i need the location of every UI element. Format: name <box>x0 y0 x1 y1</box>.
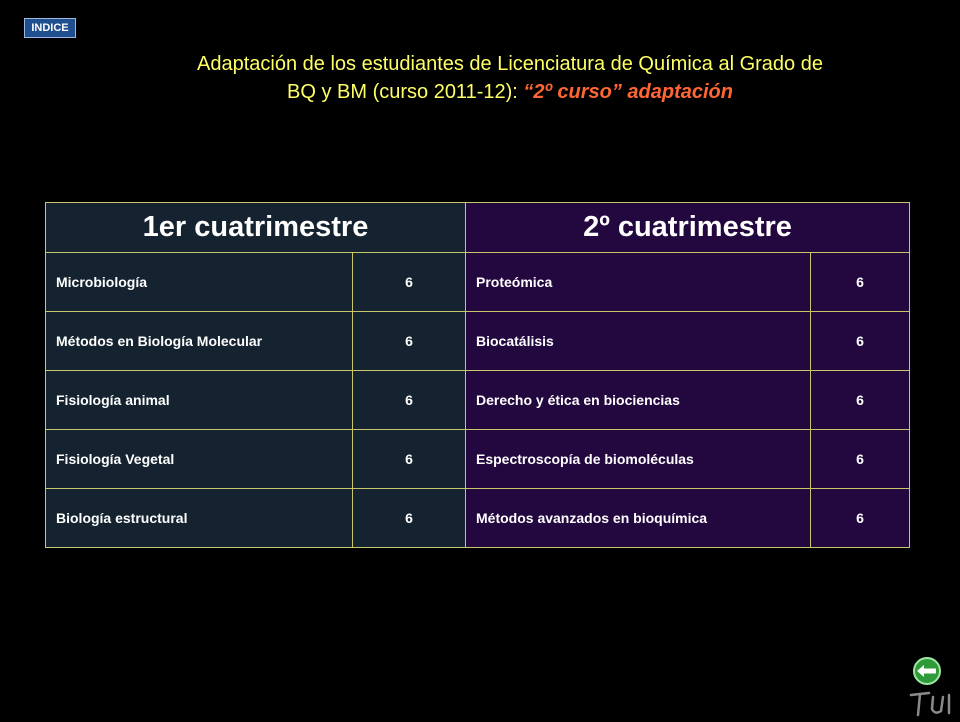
table-row <box>46 312 910 371</box>
sem1-course-name: Métodos en Biología Molecular <box>46 312 353 371</box>
sem2-course-credits: 6 <box>811 312 910 371</box>
sem2-course-credits: 6 <box>811 489 910 548</box>
back-arrow-icon[interactable] <box>914 658 940 684</box>
table-row <box>46 371 910 430</box>
table-row <box>46 489 910 548</box>
sem1-course-credits: 6 <box>353 430 466 489</box>
sem1-course-name: Biología estructural <box>46 489 353 548</box>
sem2-header: 2º cuatrimestre <box>466 203 910 253</box>
table-header-row <box>46 203 910 253</box>
nav-svg <box>905 655 955 717</box>
sem2-course-name: Derecho y ética en biociencias <box>466 371 811 430</box>
title-line-1: Adaptación de los estudiantes de Licenciatura de Química al Grado de <box>197 53 823 75</box>
tu-logo <box>911 693 949 715</box>
sem2-course-name: Proteómica <box>466 253 811 312</box>
title-line-2-prefix: BQ y BM (curso 2011-12): <box>287 81 524 103</box>
sem1-header: 1er cuatrimestre <box>46 203 466 253</box>
sem1-course-credits: 6 <box>353 253 466 312</box>
table-row <box>46 253 910 312</box>
sem2-course-name: Espectroscopía de biomoléculas <box>466 430 811 489</box>
course-table <box>45 202 910 548</box>
title-line-2 <box>120 78 900 106</box>
index-button[interactable]: INDICE <box>24 18 76 38</box>
sem2-course-name: Biocatálisis <box>466 312 811 371</box>
sem2-course-name: Métodos avanzados en bioquímica <box>466 489 811 548</box>
page-title <box>120 50 900 106</box>
table-row <box>46 430 910 489</box>
sem1-course-name: Fisiología animal <box>46 371 353 430</box>
title-line-2-accent: “2º curso” adaptación <box>523 81 733 103</box>
sem1-course-name: Microbiología <box>46 253 353 312</box>
sem2-course-credits: 6 <box>811 430 910 489</box>
sem2-course-credits: 6 <box>811 253 910 312</box>
sem2-course-credits: 6 <box>811 371 910 430</box>
sem1-course-name: Fisiología Vegetal <box>46 430 353 489</box>
nav-widget <box>905 655 955 717</box>
sem1-course-credits: 6 <box>353 312 466 371</box>
sem1-course-credits: 6 <box>353 489 466 548</box>
sem1-course-credits: 6 <box>353 371 466 430</box>
